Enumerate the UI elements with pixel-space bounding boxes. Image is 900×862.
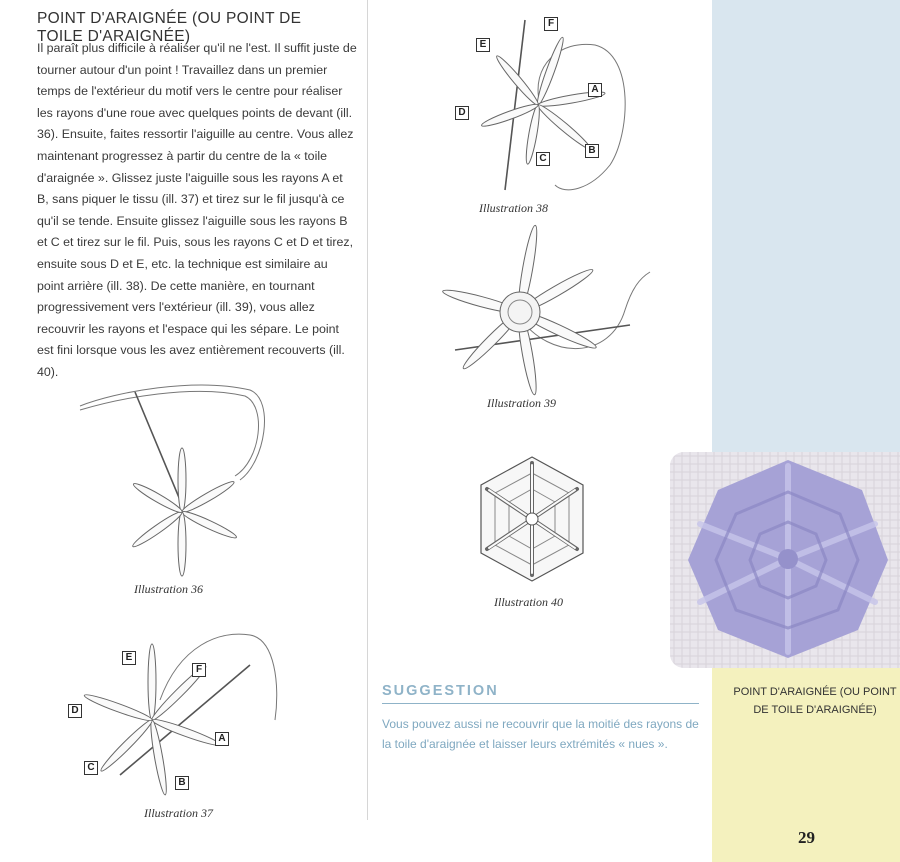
label-a-ill38: A bbox=[588, 83, 602, 97]
label-c-ill38: C bbox=[536, 152, 550, 166]
label-c-ill37: C bbox=[84, 761, 98, 775]
label-a-ill37: A bbox=[215, 732, 229, 746]
label-b-ill38: B bbox=[585, 144, 599, 158]
page-number: 29 bbox=[798, 828, 815, 847]
column-divider bbox=[367, 0, 368, 820]
caption-illustration-37: Illustration 37 bbox=[144, 806, 214, 820]
spider-stitch-photo bbox=[670, 452, 900, 668]
illustration-36-drawing bbox=[75, 372, 275, 582]
caption-illustration-36: Illustration 36 bbox=[134, 582, 204, 596]
section-heading: POINT D'ARAIGNÉE (OU POINT DE TOILE D'ARAIGNÉE) bbox=[37, 10, 302, 46]
illustration-40-drawing bbox=[470, 455, 595, 583]
caption-illustration-38: Illustration 38 bbox=[479, 201, 549, 215]
label-d-ill37: D bbox=[68, 704, 82, 718]
blue-side-band bbox=[712, 0, 900, 452]
label-b-ill37: B bbox=[175, 776, 189, 790]
instructions-text: Il paraît plus difficile à réaliser qu'il ne l'est. Il suffit juste de tourner autour d'un point ! Travaillez dans un premier temps de l'extérieur du motif vers le centre pour réaliser les rayons d'une roue avec quelques points de devant (ill. 36). Ensuite, faites ressortir l'aiguille au centre. Vous allez maintenant progressez à partir du centre de la « toile d'araignée ». Glissez juste l'aiguille sous les rayons A et B, sans piquer le tissu (ill. 37) et tirez sur le fil jusqu'à ce qu'il se tende. Ensuite glissez l'aiguille sous les rayons B et C et tirez sur le fil. Puis, sous les rayons C et D et tirez, ensuite sous D et E, etc. la technique est similaire au point arrière (ill. 38). De cette manière, en tournant progressivement vers l'extérieur (ill. 39), vous allez recouvrir les rayons et l'espace qui les sépare. Le point est fini lorsque vous les avez entièrement recouverts (ill. 40). bbox=[37, 41, 357, 379]
suggestion-rule bbox=[382, 703, 699, 704]
label-f-ill37: F bbox=[192, 663, 206, 677]
caption-illustration-40: Illustration 40 bbox=[494, 595, 564, 609]
illustration-38-drawing bbox=[470, 15, 640, 195]
label-d-ill38: D bbox=[455, 106, 469, 120]
caption-illustration-39: Illustration 39 bbox=[487, 396, 557, 410]
photo-caption: POINT D'ARAIGNÉE (OU POINT DE TOILE D'ARAIGNÉE) bbox=[733, 686, 897, 716]
label-f-ill38: F bbox=[544, 17, 558, 31]
suggestion-text: Vous pouvez aussi ne recouvrir que la moitié des rayons de la toile d'araignée et laisser leurs extrémités « nues ». bbox=[382, 717, 699, 751]
illustration-39-drawing bbox=[450, 250, 655, 390]
illustration-37-drawing bbox=[90, 625, 290, 800]
label-e-ill38: E bbox=[476, 38, 490, 52]
suggestion-title: SUGGESTION bbox=[382, 683, 499, 699]
label-e-ill37: E bbox=[122, 651, 136, 665]
